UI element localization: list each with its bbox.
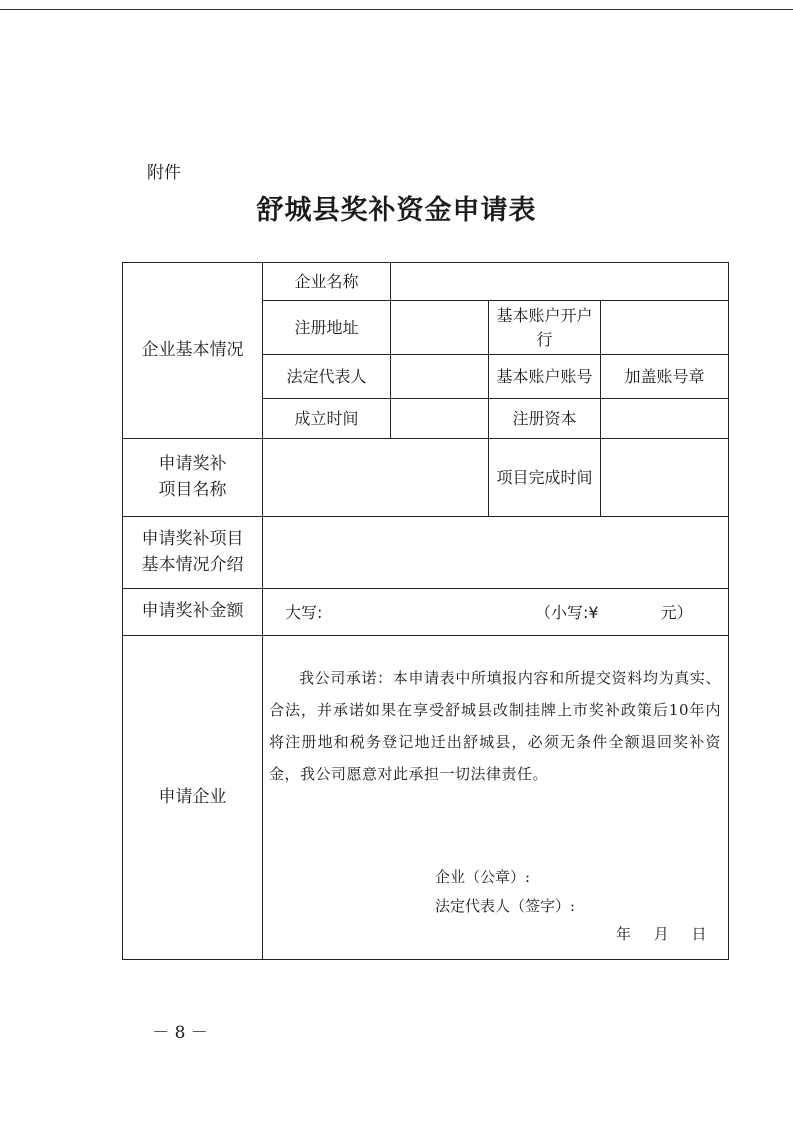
promise-text: 我公司承诺：本申请表中所填报内容和所提交资料均为真实、合法，并承诺如果在享受舒城县改制挂牌上市奖补政策后10年内将注册地和税务登记地迁出舒城县，必须无条件全额退回奖补资金，我公司愿意对此承担一切法律责任。 [269, 669, 721, 783]
company-name-field[interactable] [391, 263, 729, 301]
basic-account-number-field[interactable]: 加盖账号章 [601, 355, 729, 399]
project-name-label-line2: 项目名称 [158, 479, 227, 500]
company-basic-info-label: 企业基本情况 [123, 263, 263, 439]
basic-account-bank-label: 基本账户开户行 [489, 301, 601, 355]
completion-time-field[interactable] [601, 439, 729, 517]
project-intro-field[interactable] [263, 517, 729, 589]
top-border-line [0, 9, 793, 10]
applicant-label: 申请企业 [123, 636, 263, 960]
amount-label: 申请奖补金额 [123, 589, 263, 636]
project-intro-label-line2: 基本情况介绍 [141, 554, 244, 575]
legal-rep-signature-label: 法定代表人（签字）: [435, 897, 576, 915]
basic-account-bank-field[interactable] [601, 301, 729, 355]
project-name-field[interactable] [263, 439, 489, 517]
established-date-label: 成立时间 [263, 399, 391, 439]
page-title: 舒城县奖补资金申请表 [256, 195, 537, 226]
attachment-label: 附件 [147, 163, 181, 183]
established-date-field[interactable] [391, 399, 489, 439]
application-form-table [122, 262, 729, 960]
promise-cell [263, 636, 729, 960]
project-name-label [123, 439, 263, 517]
amount-small-group [535, 601, 693, 625]
page-number: － 8 － [152, 1023, 208, 1043]
project-intro-label-line1: 申请奖补项目 [141, 529, 244, 549]
completion-time-label: 项目完成时间 [489, 439, 601, 517]
amount-field[interactable] [263, 589, 729, 636]
project-name-label-line1: 申请奖补 [158, 454, 227, 474]
amount-capital-label: 大写: [285, 603, 323, 622]
legal-rep-label: 法定代表人 [263, 355, 391, 399]
registered-capital-field[interactable] [601, 399, 729, 439]
project-intro-label [123, 517, 263, 589]
company-name-label: 企业名称 [263, 263, 391, 301]
amount-small-suffix: 元） [660, 603, 693, 622]
registered-address-field[interactable] [391, 301, 489, 355]
registered-capital-label: 注册资本 [489, 399, 601, 439]
amount-small-prefix: （小写:¥ [535, 603, 599, 622]
legal-rep-field[interactable] [391, 355, 489, 399]
date-label: 年 月 日 [616, 925, 707, 943]
registered-address-label: 注册地址 [263, 301, 391, 355]
basic-account-number-label: 基本账户账号 [489, 355, 601, 399]
company-seal-label: 企业（公章）: [435, 868, 531, 886]
